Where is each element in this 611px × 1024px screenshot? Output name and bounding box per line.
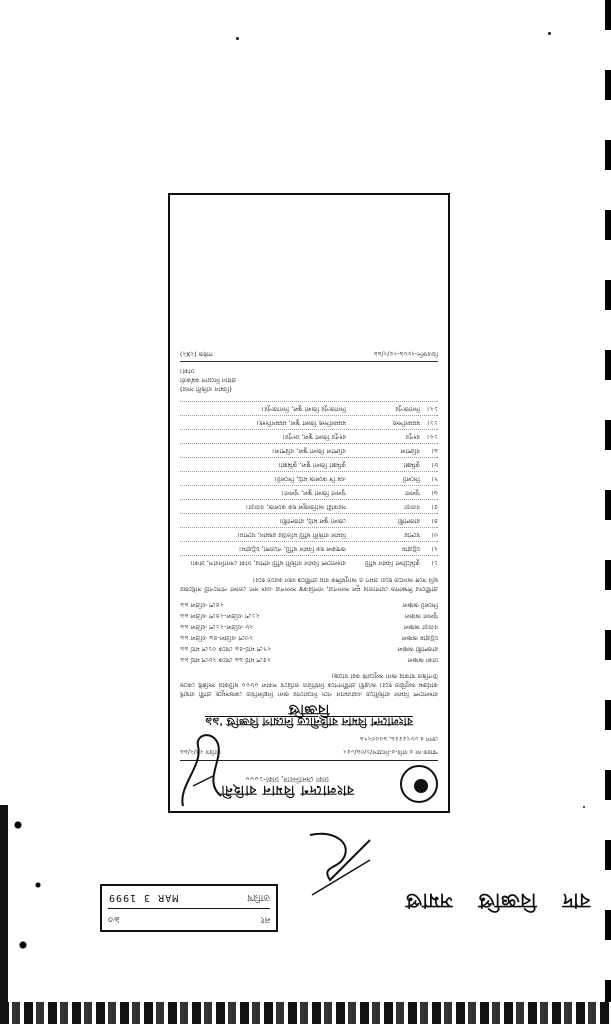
handnote-word: বিজ্ঞপ্তি (478, 889, 537, 914)
center-item: ৯। বরিশাল বরিশাল জিলা স্কুল, বরিশাল। (180, 443, 438, 457)
handnote-word: বাদ (562, 889, 590, 914)
schedule-list (180, 599, 438, 665)
received-stamp (100, 884, 278, 932)
scan-edge-bottom (0, 1002, 611, 1024)
scan-speck (548, 32, 551, 35)
size-reference: সাইজ (২X২) (180, 350, 213, 357)
signature-block (180, 366, 438, 393)
memo-number: স্মারক নং ৪ বাবি-৪-নিয়োগ/১/৩৯/০৫২ (342, 748, 438, 755)
schedule-item: চট্টগ্রাম অঞ্চল ২৩শে এপ্রিল-৪৯ এপ্রিল ৯৯ (180, 634, 438, 642)
schedule-item: সিলেট অঞ্চল ২৪শে এপ্রিল ৯৯ (180, 601, 438, 609)
schedule-item: ঢাকা অঞ্চল ২৫শে মার্চ ৯৯ থেকে ২৮শে মার্চ ৯৯ (180, 656, 438, 664)
scan-edge-left (0, 805, 68, 1024)
memo-date: তারিখ ২৪/২/৯৯ (180, 748, 221, 755)
center-list (180, 401, 438, 569)
reference-row (180, 349, 438, 362)
center-item: ৩। যশোর বিমান বাহিনী ঘাঁটি মতিউর রহমান, যশোর। (180, 527, 438, 541)
dfp-reference: ডিএফপি-২৮৮৯-২৫/২/৯৯ (373, 350, 438, 357)
notice-headline: বিজ্ঞপ্তি (288, 701, 330, 717)
signature-place: ঢাকা। (180, 367, 195, 375)
center-item: ৭। সিলেট এম সি কলেজ মাঠ, সিলেট। (180, 471, 438, 485)
phone-number: ফোন ৪ ৮৮২৫৫৫৯, ৯৫৫৩২৭৯ (359, 735, 438, 742)
air-force-emblem-icon (400, 765, 438, 803)
notice-clipping (168, 193, 450, 813)
notice-intro: বাংলাদেশ বিমান বাহিনীতে এয়ারম্যান পদে নিয়োগের জন্য নিম্নলিখিত কেন্দ্রসমূহে প্রার্থী বাছাই কার্যক্রম অনুষ্ঠিত হবে। আগ্রহী প্রার্থীগণকে নির্ধারিত তারিখে সকাল ০৮০০ ঘটিকায় সংশ্লিষ্ট কেন্দ্রে উপস্থিত থাকার জন্য অনুরোধ করা যাচ্ছে। (180, 672, 438, 698)
schedule-item: বগুড়া অঞ্চল ২৮ এপ্রিল-২১শে এপ্রিল ৯৯ (180, 623, 438, 631)
handnote-word: সমাপ্ত (405, 889, 453, 914)
center-item: ১২। দিনাজপুর দিনাজপুর জিলা স্কুল, দিনাজপুর। (180, 401, 438, 415)
schedule-item: খুলনা অঞ্চল ২১শে এপ্রিল-২৪শে এপ্রিল ৯৯ (180, 612, 438, 620)
notice-subject: বাংলাদেশ বিমান বাহিনীতে নিয়োগ বিজ্ঞপ্তি '৯৯ (205, 715, 413, 728)
signature-name: প্রধান নিয়োগ কর্মকর্তা (180, 376, 237, 384)
org-address: ঢাকা সেনানিবাস, ঢাকা-১০০০ (245, 775, 329, 783)
center-item: ১০। রংপুর রংপুর জিলা স্কুল, রংপুর। (180, 429, 438, 443)
center-item: ৮। কুমিল্লা কুমিল্লা জিলা স্কুল, কুমিল্লা। (180, 457, 438, 471)
center-item: ১। কুর্মিটোলা বিমান ঘাঁটি বাংলাদেশ বিমান বাহিনী ঘাঁটি বাশার, ঢাকা সেনানিবাস, ঢাকা। (180, 555, 438, 569)
scan-speck (583, 806, 585, 808)
scan-edge-right (605, 0, 611, 1024)
center-item: ৫। বগুড়া সরকারী আজিজুল হক কলেজ, বগুড়া। (180, 499, 438, 513)
stamp-receipt-value: ৯৩ (108, 914, 120, 924)
stamp-date-value: MAR 3 1999 (108, 892, 179, 903)
stamp-date-label: তারিখ (247, 892, 270, 902)
scan-speck (236, 37, 239, 40)
center-item: ১১। ময়মনসিংহ ময়মনসিংহ জিলা স্কুল, ময়মনসিংহ। (180, 415, 438, 429)
stamp-receipt-label: নং (260, 914, 270, 924)
stamp-receipt-row (108, 912, 270, 927)
center-item: ৪। রাজশাহী জেলা স্কুল মাঠ, রাজশাহী। (180, 513, 438, 527)
handwritten-signature (173, 726, 233, 811)
signature-caption: (বিমান বাহিনী সদর) (180, 385, 232, 393)
stamp-divider (108, 908, 270, 909)
schedule-item: রাজশাহী অঞ্চল ২৭শে মার্চ-৪৯ থেকে ৩১শে মার্চ ৯৯ (180, 645, 438, 653)
stamp-date-row (108, 890, 270, 905)
org-name: বাংলাদেশ বিমান বাহিনী (220, 782, 354, 797)
center-item: ২। চট্টগ্রাম জহুরুল হক বিমান ঘাঁটি, পতেঙ্গা, চট্টগ্রাম। (180, 541, 438, 555)
handwritten-note (340, 882, 590, 916)
notice-instructions: প্রার্থীদের শিক্ষাগত যোগ্যতার মূল সনদপত্র, নাগরিকত্ব সনদপত্র এবং সদ্য তোলা পাসপোর্ট সাইজের ছবি সঙ্গে আনতে হবে। ভ্রমণ ও আনুষঙ্গিক ব্যয় প্রার্থীকে বহন করতে হবে। (180, 576, 438, 593)
center-item: ৬। খুলনা খুলনা জিলা স্কুল, খুলনা। (180, 485, 438, 499)
